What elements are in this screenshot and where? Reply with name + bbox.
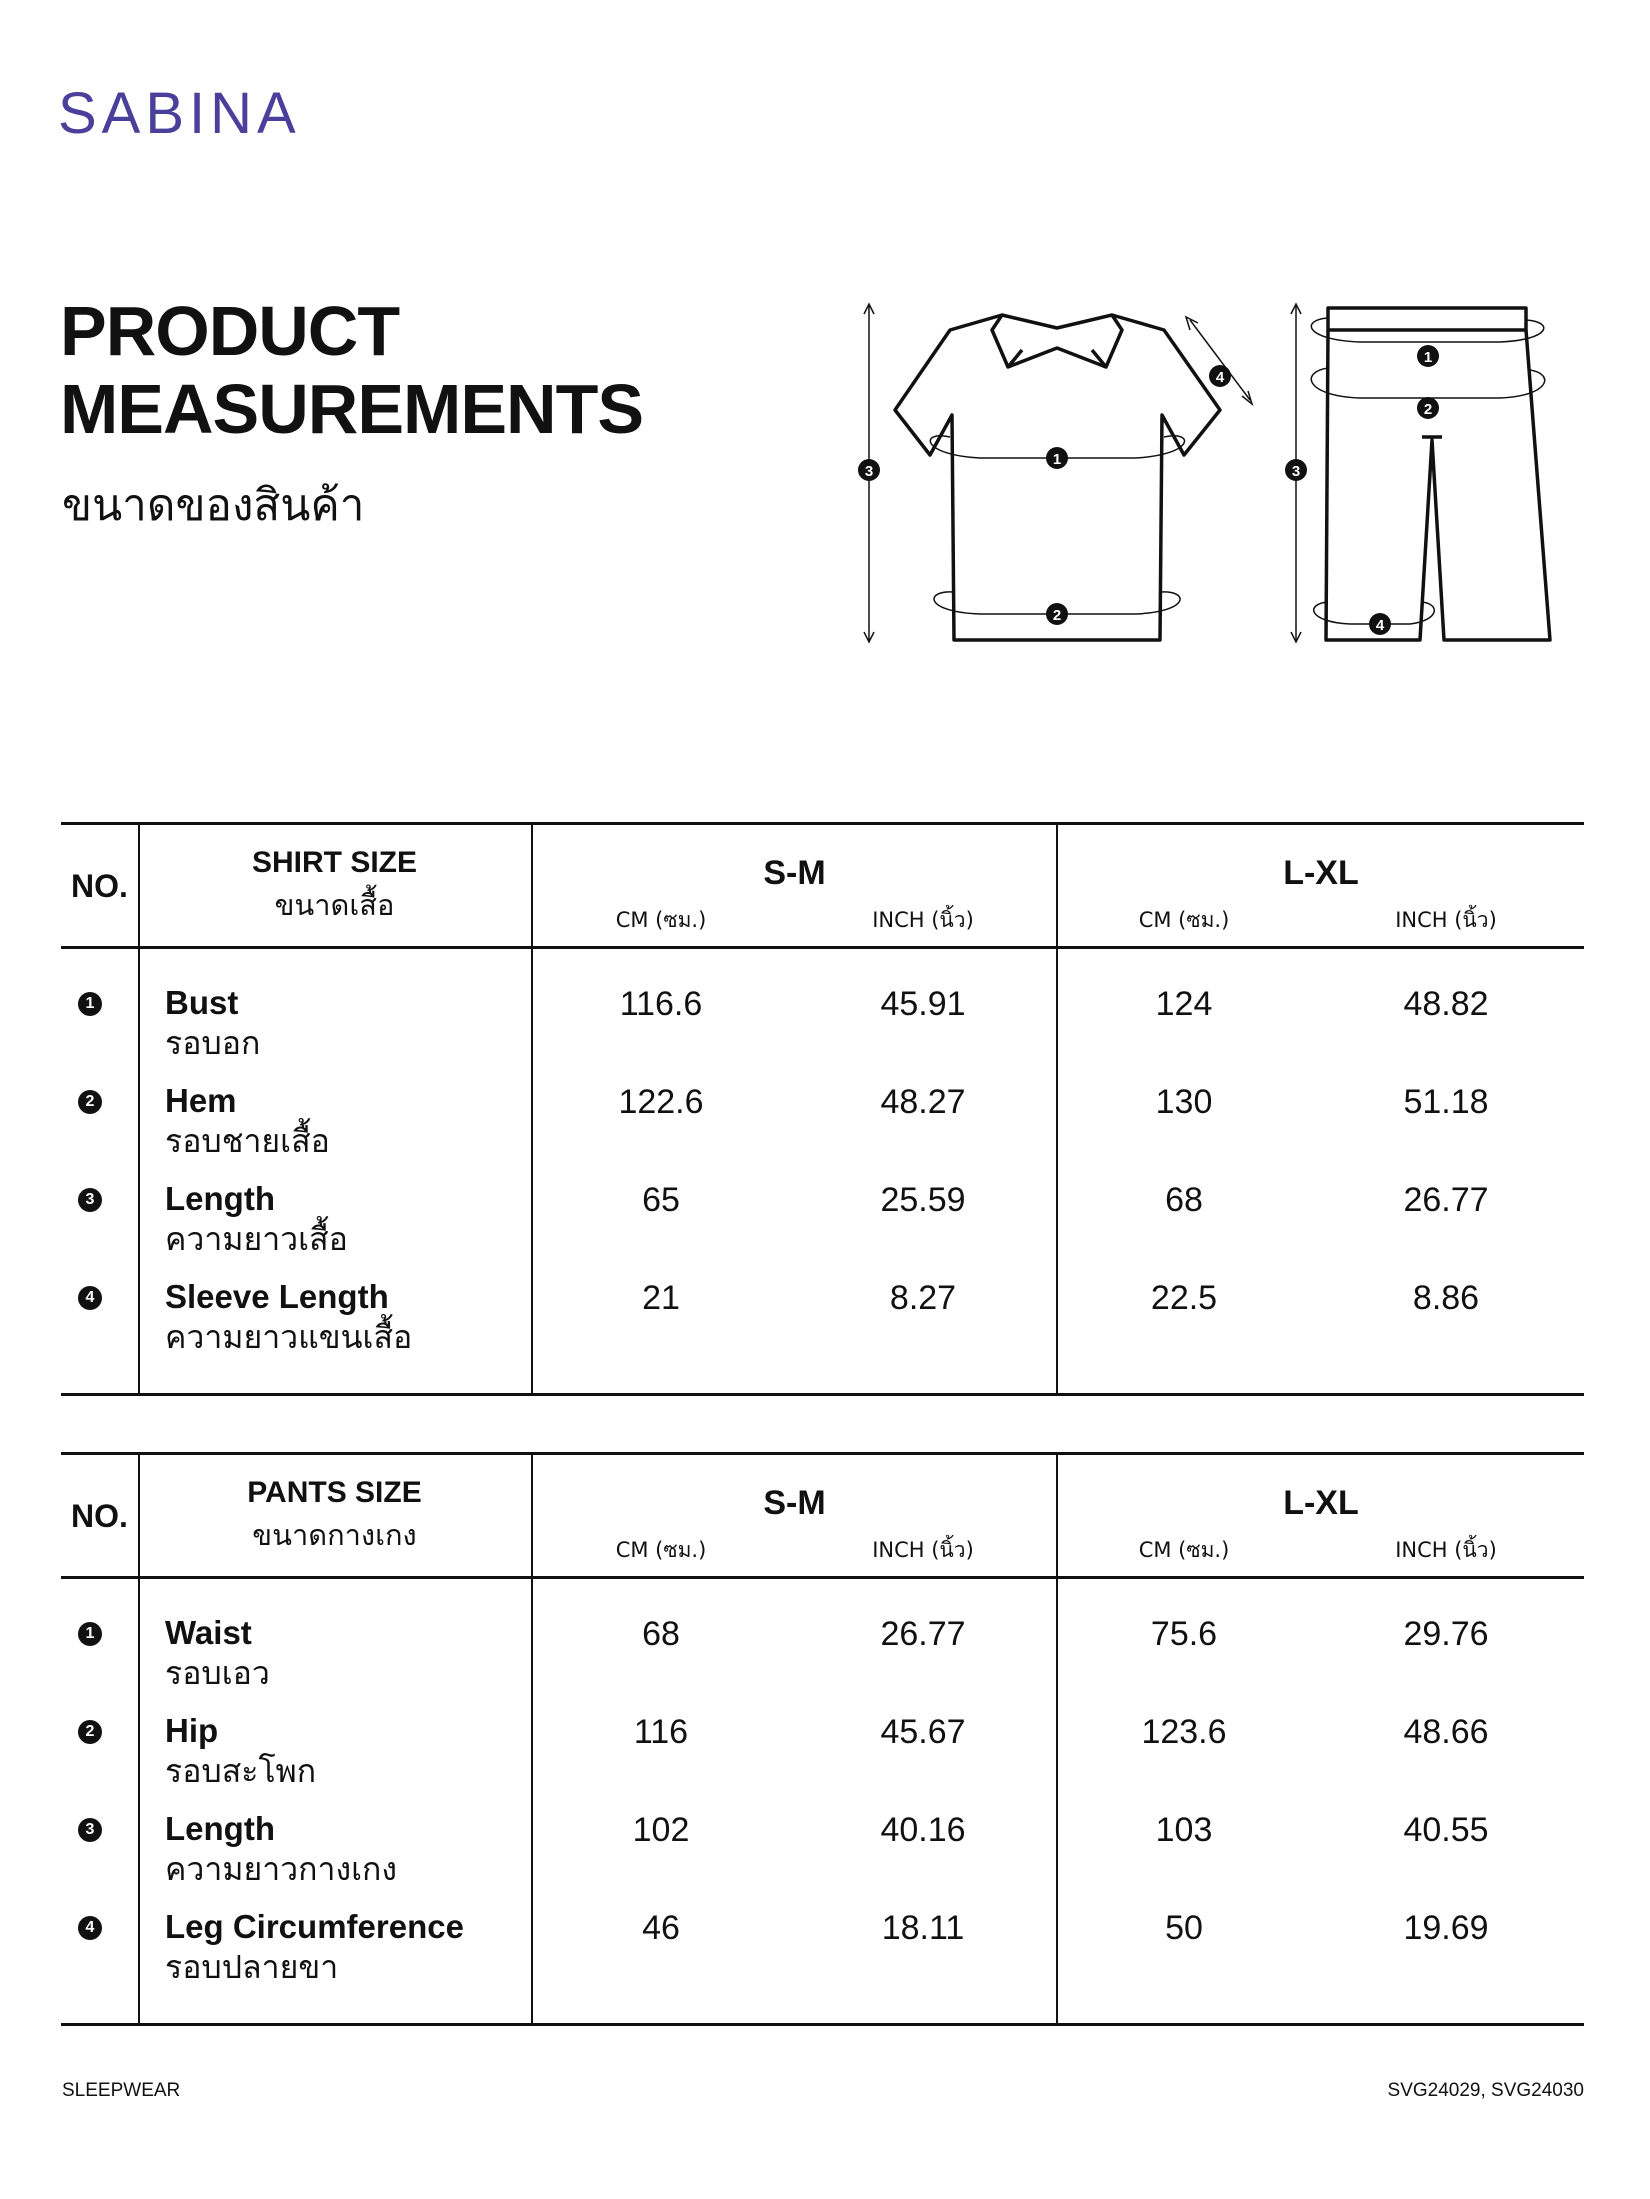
unit-cm-header: CM (ซม.)	[615, 908, 707, 932]
pants-marker-1	[1417, 345, 1439, 367]
value-cell: 40.55	[1403, 1811, 1489, 1849]
measurement-name-thai: รอบเอว	[165, 1654, 270, 1692]
svg-text:1: 1	[1423, 349, 1433, 366]
measurement-name-thai: ความยาวแขนเสื้อ	[165, 1318, 413, 1356]
measurement-name-thai: รอบปลายขา	[165, 1948, 339, 1986]
unit-cm-header: CM (ซม.)	[1138, 908, 1230, 932]
group-header-l-xl: L-XL	[1283, 1484, 1359, 1522]
value-cell: 124	[1155, 985, 1213, 1023]
svg-text:1: 1	[1052, 451, 1062, 468]
row-number-badge: 3	[78, 1188, 102, 1212]
value-cell: 45.91	[880, 985, 966, 1023]
shirt-marker-4	[1209, 365, 1231, 387]
unit-cm-header: CM (ซม.)	[1138, 1538, 1230, 1562]
measurement-name: Length	[165, 1810, 275, 1847]
value-cell: 46	[642, 1909, 680, 1947]
unit-inch-header: INCH (นิ้ว)	[1395, 1538, 1497, 1562]
group-header-l-xl: L-XL	[1283, 854, 1359, 892]
value-cell: 48.66	[1403, 1713, 1489, 1751]
row-number-badge: 1	[78, 992, 102, 1016]
measurement-name-thai: รอบสะโพก	[165, 1752, 317, 1790]
measurement-name: Hip	[165, 1712, 219, 1749]
shirt-marker-1	[1046, 447, 1068, 469]
value-cell: 123.6	[1141, 1713, 1227, 1751]
measurement-name: Length	[165, 1180, 275, 1217]
row-number-badge: 4	[78, 1916, 102, 1940]
value-cell: 8.27	[889, 1279, 957, 1317]
pants-size-table	[61, 1452, 1584, 2026]
measurement-name-thai: ความยาวเสื้อ	[165, 1220, 348, 1258]
value-cell: 68	[1165, 1181, 1203, 1219]
value-cell: 51.18	[1403, 1083, 1489, 1121]
shirt-marker-3	[858, 459, 880, 481]
no-header: NO.	[71, 1498, 128, 1534]
shirt-marker-2	[1046, 603, 1068, 625]
brand-logo: SABINA	[58, 81, 301, 146]
value-cell: 102	[632, 1811, 690, 1849]
value-cell: 22.5	[1150, 1279, 1218, 1317]
row-number-badge: 4	[78, 1286, 102, 1310]
unit-cm-header: CM (ซม.)	[615, 1538, 707, 1562]
measurement-name: Waist	[165, 1614, 252, 1651]
value-cell: 45.67	[880, 1713, 966, 1751]
measurement-name: Leg Circumference	[165, 1908, 464, 1945]
unit-inch-header: INCH (นิ้ว)	[872, 1538, 974, 1562]
measurement-name-thai: รอบชายเสื้อ	[165, 1122, 330, 1160]
measurement-name: Bust	[165, 984, 239, 1021]
title-line-2: MEASUREMENTS	[60, 370, 644, 448]
footer-product-codes: SVG24029, SVG24030	[1387, 2080, 1584, 2101]
unit-inch-header: INCH (นิ้ว)	[872, 908, 974, 932]
value-cell: 18.11	[881, 1909, 965, 1947]
pants-marker-4	[1369, 613, 1391, 635]
value-cell: 103	[1155, 1811, 1213, 1849]
value-cell: 26.77	[1403, 1181, 1489, 1219]
value-cell: 8.86	[1412, 1279, 1480, 1317]
svg-text:2: 2	[1423, 401, 1433, 418]
value-cell: 50	[1165, 1909, 1203, 1947]
shirt-measure-lines	[864, 304, 1252, 642]
measurement-diagram	[850, 290, 1590, 650]
svg-text:3: 3	[1291, 463, 1301, 480]
value-cell: 48.82	[1403, 985, 1489, 1023]
measurement-name-thai: ความยาวกางเกง	[165, 1850, 398, 1888]
pants-marker-2	[1417, 397, 1439, 419]
measurement-name: Sleeve Length	[165, 1278, 389, 1315]
size-header-thai: ขนาดกางเกง	[252, 1518, 417, 1552]
footer-category: SLEEPWEAR	[62, 2080, 181, 2101]
svg-text:3: 3	[864, 463, 874, 480]
no-header: NO.	[71, 868, 128, 904]
shirt-illustration	[895, 315, 1220, 640]
value-cell: 26.77	[880, 1615, 966, 1653]
size-header-thai: ขนาดเสื้อ	[274, 888, 395, 922]
value-cell: 19.69	[1403, 1909, 1489, 1947]
shirt-size-table	[61, 822, 1584, 1396]
title-line-1: PRODUCT	[60, 292, 400, 370]
value-cell: 40.16	[880, 1811, 966, 1849]
value-cell: 48.27	[880, 1083, 966, 1121]
page-subtitle: ขนาดของสินค้า	[62, 480, 365, 531]
group-header-s-m: S-M	[763, 1484, 826, 1522]
value-cell: 130	[1155, 1083, 1213, 1121]
row-number-badge: 2	[78, 1090, 102, 1114]
value-cell: 122.6	[618, 1083, 704, 1121]
value-cell: 21	[642, 1279, 680, 1317]
value-cell: 116	[633, 1713, 689, 1751]
svg-text:2: 2	[1052, 607, 1062, 624]
value-cell: 25.59	[880, 1181, 966, 1219]
value-cell: 65	[642, 1181, 680, 1219]
value-cell: 29.76	[1403, 1615, 1489, 1653]
page-title	[60, 292, 643, 448]
value-cell: 68	[642, 1615, 680, 1653]
value-cell: 116.6	[619, 985, 703, 1023]
svg-text:4: 4	[1215, 369, 1225, 386]
measurement-name: Hem	[165, 1082, 237, 1119]
measurement-name-thai: รอบอก	[165, 1024, 261, 1062]
row-number-badge: 1	[78, 1622, 102, 1646]
size-header: SHIRT SIZE	[251, 846, 417, 879]
size-header: PANTS SIZE	[247, 1476, 422, 1509]
unit-inch-header: INCH (นิ้ว)	[1395, 908, 1497, 932]
svg-text:4: 4	[1375, 617, 1385, 634]
value-cell: 75.6	[1150, 1615, 1218, 1653]
group-header-s-m: S-M	[763, 854, 826, 892]
row-number-badge: 3	[78, 1818, 102, 1842]
pants-marker-3	[1285, 459, 1307, 481]
row-number-badge: 2	[78, 1720, 102, 1744]
